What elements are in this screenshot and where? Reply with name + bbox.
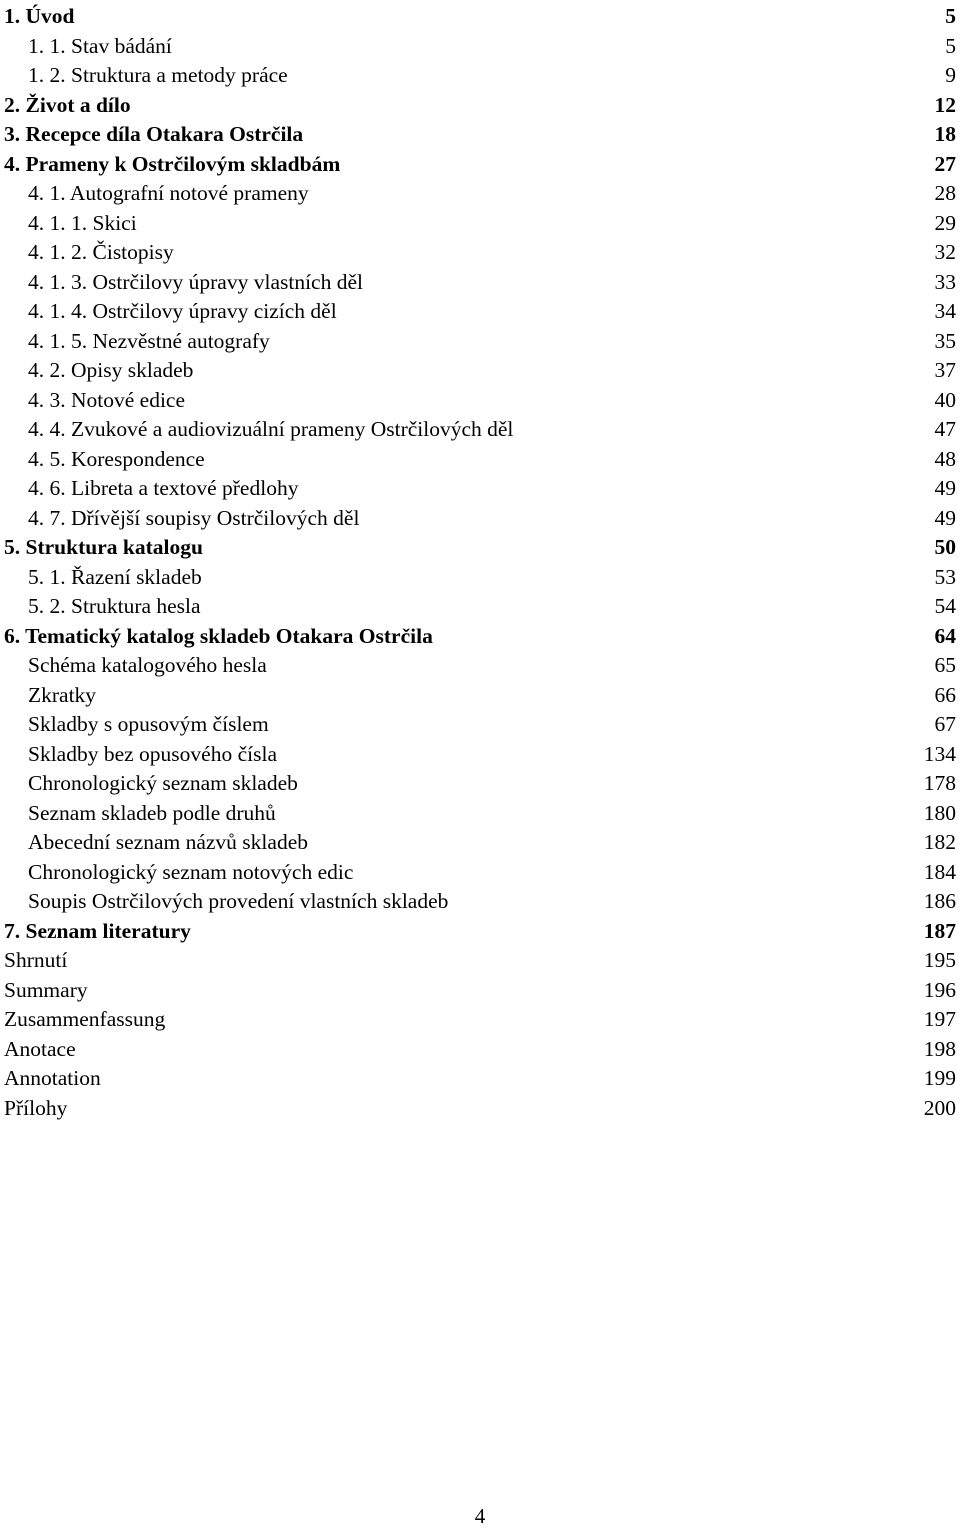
toc-entry[interactable] (4, 917, 956, 947)
toc-entry-title: 2. Život a dílo (4, 92, 131, 117)
toc-entry-title: Summary (4, 977, 88, 1002)
toc-entry[interactable] (4, 474, 956, 504)
toc-entry-title: Skladby bez opusového čísla (28, 741, 277, 766)
toc-entry-title: 6. Tematický katalog skladeb Otakara Ostrčila (4, 623, 433, 648)
toc-entry-page: 34 (934, 299, 956, 323)
toc-entry-page: 33 (934, 269, 956, 294)
toc-entry[interactable] (4, 887, 956, 917)
toc-entry[interactable] (4, 504, 956, 534)
toc-entry-title: Zkratky (28, 682, 97, 707)
toc-entry-page: 40 (934, 387, 956, 412)
toc-entry[interactable] (4, 858, 956, 888)
toc-entry[interactable] (4, 976, 956, 1006)
toc-entry-title: Chronologický seznam notových edic (28, 859, 354, 884)
toc-entry[interactable] (4, 681, 956, 711)
toc-entry[interactable] (4, 268, 956, 298)
toc-entry[interactable] (4, 91, 956, 121)
toc-entry-title: Shrnutí (4, 948, 68, 972)
toc-entry-page: 9 (945, 63, 956, 87)
toc-entry-page: 184 (923, 859, 956, 884)
toc-entry[interactable] (4, 1005, 956, 1035)
toc-entry-title: 4. 4. Zvukové a audiovizuální prameny Ostrčilových děl (28, 417, 514, 441)
toc-entry[interactable] (4, 356, 956, 386)
toc-entry-page: 29 (934, 210, 956, 235)
toc-entry-page: 27 (934, 151, 956, 176)
toc-entry-title: Schéma katalogového hesla (28, 653, 267, 677)
toc-entry-title: Přílohy (4, 1095, 68, 1120)
toc-entry-page: 49 (934, 505, 956, 530)
toc-entry-page: 67 (934, 712, 956, 736)
table-of-contents (4, 2, 956, 1123)
toc-entry-title: 1. Úvod (4, 4, 75, 28)
toc-entry-page: 49 (934, 476, 956, 500)
toc-entry[interactable] (4, 61, 956, 91)
toc-entry-page: 47 (934, 417, 956, 441)
toc-entry-title: Zusammenfassung (4, 1007, 166, 1031)
toc-entry-page: 198 (923, 1036, 956, 1061)
toc-entry-title: 4. 5. Korespondence (28, 446, 205, 471)
toc-entry-page: 48 (934, 446, 956, 471)
toc-entry[interactable] (4, 740, 956, 770)
toc-entry-page: 18 (934, 122, 956, 146)
toc-entry-title: 3. Recepce díla Otakara Ostrčila (4, 122, 304, 146)
toc-entry-page: 37 (934, 358, 956, 382)
toc-entry-title: 7. Seznam literatury (4, 918, 191, 943)
toc-entry-page: 197 (923, 1007, 956, 1031)
toc-entry-page: 12 (934, 92, 956, 117)
toc-entry-title: 4. 1. 3. Ostrčilovy úpravy vlastních děl (28, 269, 363, 294)
toc-entry-page: 66 (934, 682, 956, 707)
toc-entry[interactable] (4, 238, 956, 268)
toc-entry[interactable] (4, 415, 956, 445)
toc-entry-title: 4. 1. 4. Ostrčilovy úpravy cizích děl (28, 299, 337, 323)
toc-entry-title: Annotation (4, 1066, 101, 1090)
toc-entry-title: 4. 1. 1. Skici (28, 210, 137, 235)
toc-entry-page: 187 (923, 918, 956, 943)
toc-entry[interactable] (4, 622, 956, 652)
toc-entry-title: 1. 1. Stav bádání (28, 33, 172, 58)
toc-entry-page: 53 (934, 564, 956, 589)
toc-entry-page: 5 (945, 4, 956, 28)
toc-entry[interactable] (4, 799, 956, 829)
toc-entry-page: 180 (923, 800, 956, 825)
toc-entry-page: 5 (945, 33, 956, 58)
toc-entry[interactable] (4, 297, 956, 327)
toc-entry-page: 196 (923, 977, 956, 1002)
toc-entry-page: 65 (934, 653, 956, 677)
toc-entry-title: 4. 1. 2. Čistopisy (28, 240, 174, 264)
toc-entry[interactable] (4, 150, 956, 180)
toc-entry[interactable] (4, 710, 956, 740)
toc-entry-title: 4. 3. Notové edice (28, 387, 186, 412)
toc-entry[interactable] (4, 386, 956, 416)
toc-entry-page: 54 (934, 594, 956, 618)
toc-entry[interactable] (4, 533, 956, 563)
toc-entry-title: 4. 1. Autografní notové prameny (28, 181, 309, 205)
toc-entry-page: 186 (923, 889, 956, 913)
toc-entry-page: 195 (923, 948, 956, 972)
toc-entry[interactable] (4, 32, 956, 62)
toc-entry-page: 200 (923, 1095, 956, 1120)
toc-entry-title: Soupis Ostrčilových provedení vlastních skladeb (28, 889, 449, 913)
toc-entry-title: Skladby s opusovým číslem (28, 712, 269, 736)
toc-entry-page: 28 (934, 181, 956, 205)
toc-entry[interactable] (4, 563, 956, 593)
toc-entry-page: 134 (923, 741, 956, 766)
toc-entry-title: 5. 2. Struktura hesla (28, 594, 201, 618)
toc-entry-title: Abecední seznam názvů skladeb (28, 830, 308, 854)
toc-entry[interactable] (4, 179, 956, 209)
toc-entry-title: Chronologický seznam skladeb (28, 771, 298, 795)
toc-entry-title: Seznam skladeb podle druhů (28, 800, 276, 825)
toc-entry-page: 199 (923, 1066, 956, 1090)
toc-entry-title: 4. 7. Dřívější soupisy Ostrčilových děl (28, 505, 360, 530)
toc-entry-page: 50 (934, 535, 956, 559)
toc-entry[interactable] (4, 120, 956, 150)
toc-entry-title: 1. 2. Struktura a metody práce (28, 63, 288, 87)
toc-entry[interactable] (4, 1064, 956, 1094)
toc-entry[interactable] (4, 1035, 956, 1065)
toc-entry[interactable] (4, 828, 956, 858)
toc-entry[interactable] (4, 1094, 956, 1124)
toc-entry[interactable] (4, 327, 956, 357)
toc-entry-title: 4. Prameny k Ostrčilovým skladbám (4, 151, 341, 176)
toc-entry[interactable] (4, 592, 956, 622)
toc-entry-page: 182 (923, 830, 956, 854)
toc-entry[interactable] (4, 946, 956, 976)
toc-entry[interactable] (4, 769, 956, 799)
toc-entry-title: 4. 1. 5. Nezvěstné autografy (28, 328, 270, 353)
toc-entry-title: 4. 2. Opisy skladeb (28, 358, 194, 382)
toc-entry-title: 4. 6. Libreta a textové předlohy (28, 476, 299, 500)
page-number: 4 (474, 1504, 486, 1528)
toc-entry-title: 5. 1. Řazení skladeb (28, 564, 202, 589)
toc-entry[interactable] (4, 651, 956, 681)
toc-entry-title: Anotace (4, 1036, 76, 1061)
toc-entry-page: 64 (934, 623, 956, 648)
toc-entry[interactable] (4, 2, 956, 32)
toc-entry[interactable] (4, 445, 956, 475)
toc-entry-title: 5. Struktura katalogu (4, 535, 203, 559)
toc-entry[interactable] (4, 209, 956, 239)
toc-entry-page: 178 (923, 771, 956, 795)
toc-entry-page: 35 (934, 328, 956, 353)
toc-entry-page: 32 (934, 240, 956, 264)
